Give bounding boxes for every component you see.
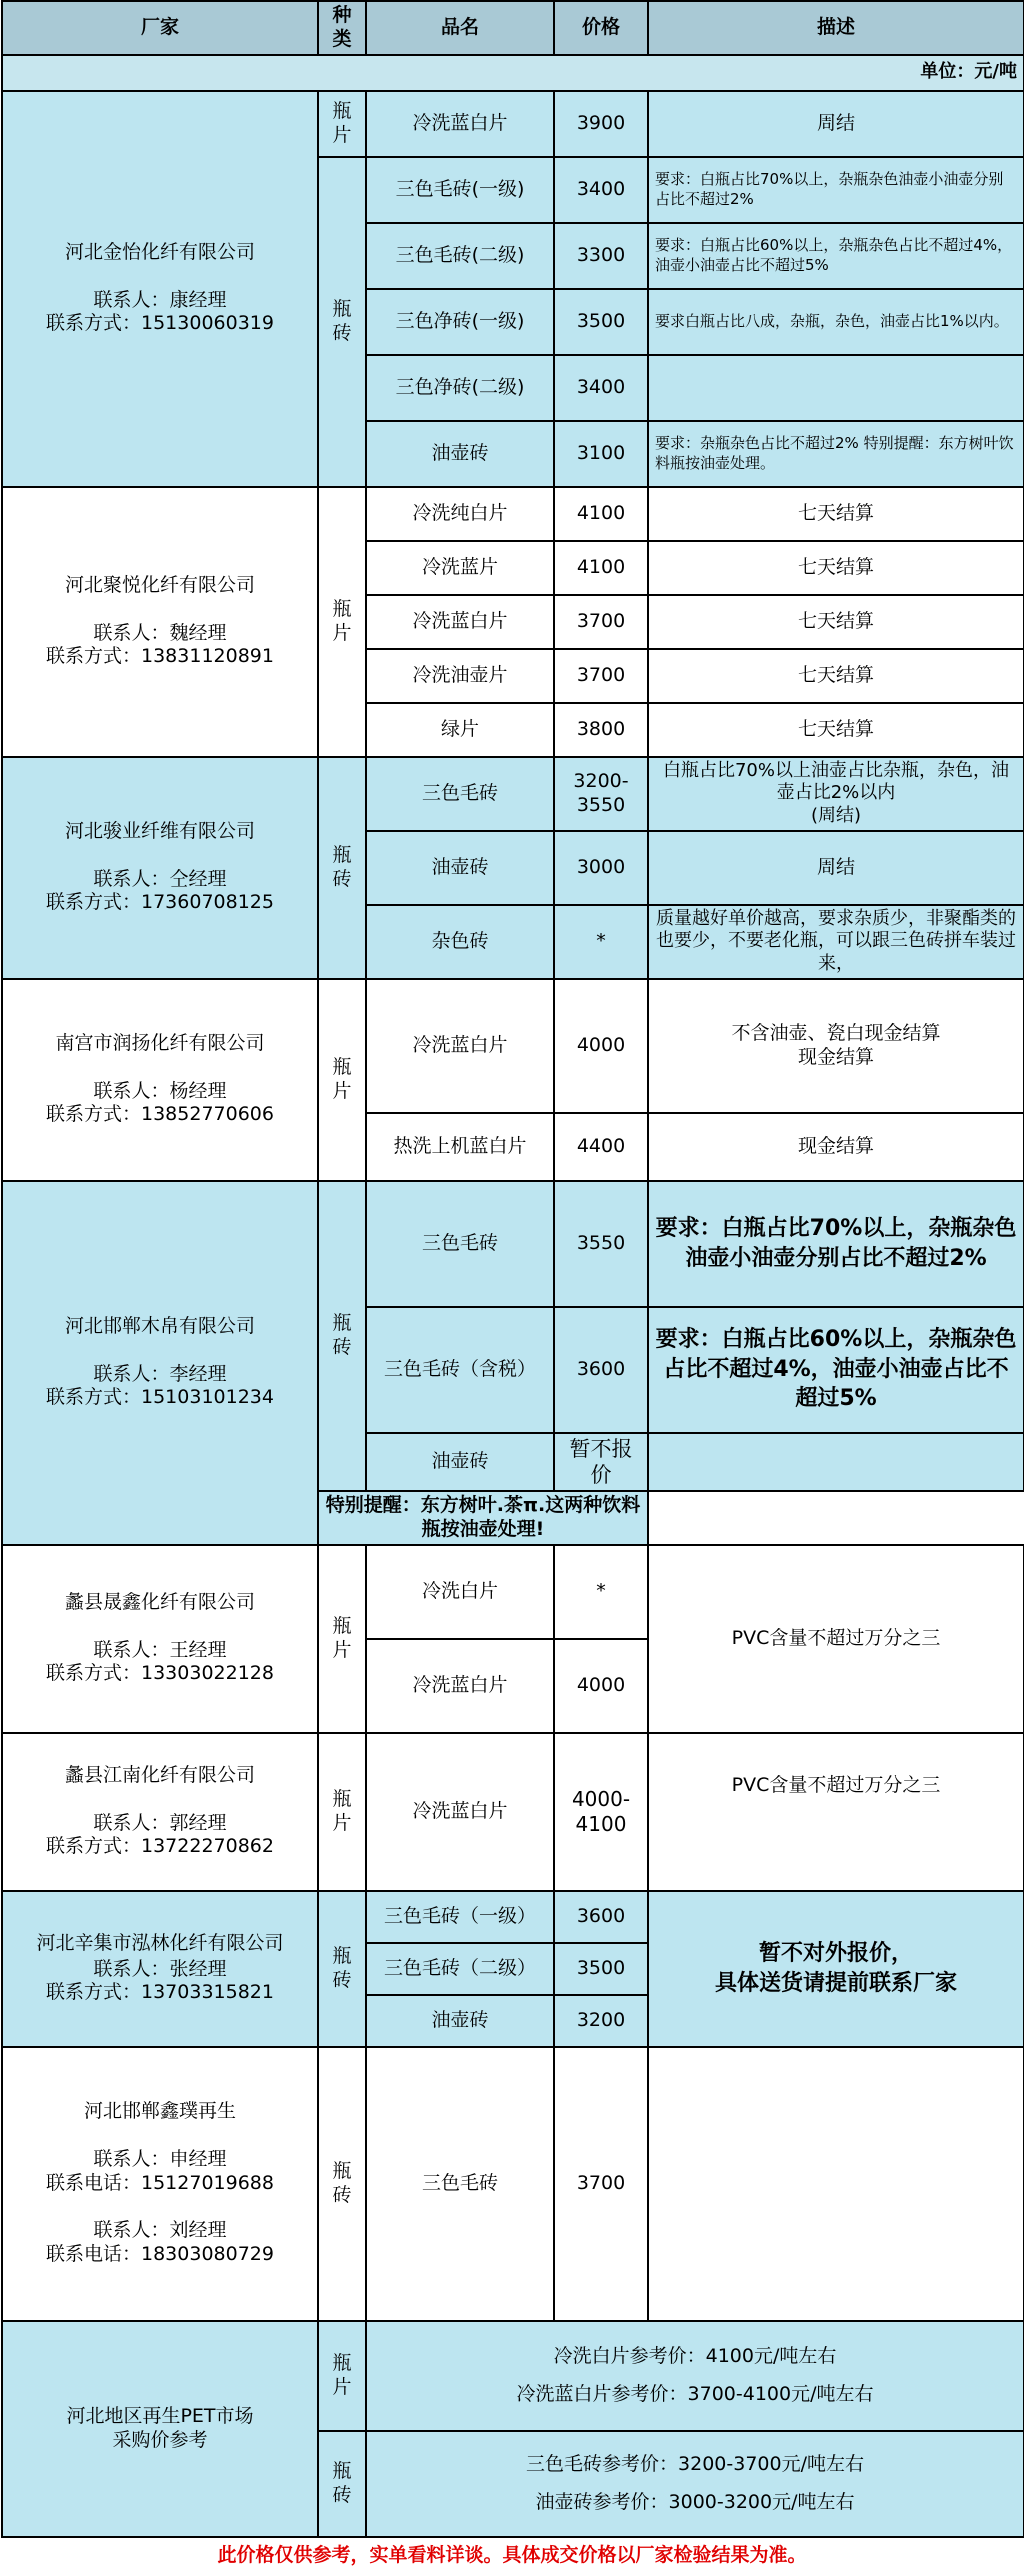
price-cell: 3900 <box>554 91 648 157</box>
product-cell: 三色毛砖（含税） <box>366 1307 554 1433</box>
company-name: 河北邯郸鑫璞再生 <box>83 2100 236 2123</box>
price-cell: 3600 <box>554 1307 648 1433</box>
header-factory: 厂家 <box>2 1 318 55</box>
price-cell: 暂不报价 <box>554 1433 648 1492</box>
contact-person: 联系人：李经理 <box>93 1362 227 1385</box>
reference-prices <box>366 2321 1024 2431</box>
price-cell: 4100 <box>554 487 648 541</box>
reference-title: 河北地区再生PET市场 <box>66 2404 254 2427</box>
price-cell: 3500 <box>554 289 648 355</box>
category-cell: 瓶片 <box>318 487 366 757</box>
product-cell: 冷洗蓝白片 <box>366 91 554 157</box>
product-cell: 绿片 <box>366 703 554 757</box>
table-row <box>2 1181 1024 1307</box>
contact-person: 联系人：郭经理 <box>93 1811 227 1834</box>
company-cell <box>2 91 318 487</box>
price-cell: 3550 <box>554 1181 648 1307</box>
settlement-text: 现金结算 <box>797 1045 874 1068</box>
product-cell: 冷洗蓝白片 <box>366 1733 554 1891</box>
price-cell: 3700 <box>554 595 648 649</box>
contact-phone: 联系电话：15127019688 <box>46 2171 274 2194</box>
unit-label: 单位：元/吨 <box>2 55 1024 91</box>
price-cell: 4000 <box>554 979 648 1113</box>
contact-person: 联系人：申经理 <box>93 2147 227 2170</box>
contact-phone: 联系方式：15103101234 <box>46 1386 274 1409</box>
description-text: 暂不对外报价， <box>758 1940 913 1966</box>
contact-phone: 联系电话：18303080729 <box>46 2243 274 2266</box>
product-cell: 三色毛砖(一级) <box>366 157 554 223</box>
unit-row <box>2 55 1024 91</box>
product-cell: 冷洗蓝片 <box>366 541 554 595</box>
product-cell: 三色毛砖(二级) <box>366 223 554 289</box>
price-table <box>1 0 1024 2538</box>
product-cell: 冷洗蓝白片 <box>366 595 554 649</box>
price-cell: 3300 <box>554 223 648 289</box>
price-cell: 4000-4100 <box>554 1733 648 1891</box>
contact-phone: 联系方式：13303022128 <box>46 1662 274 1685</box>
category-cell: 瓶砖 <box>318 157 366 487</box>
table-row <box>2 2321 1024 2431</box>
header-description: 描述 <box>648 1 1024 55</box>
company-cell <box>2 1545 318 1733</box>
reference-cell <box>2 2321 318 2537</box>
product-cell: 冷洗纯白片 <box>366 487 554 541</box>
table-row <box>2 1891 1024 1943</box>
product-cell: 冷洗蓝白片 <box>366 979 554 1113</box>
description-cell: 七天结算 <box>648 649 1024 703</box>
reference-price-line: 冷洗白片参考价：4100元/吨左右 <box>553 2344 837 2367</box>
blank-cell <box>648 1491 1024 1545</box>
price-cell: 4100 <box>554 541 648 595</box>
product-cell: 三色净砖(一级) <box>366 289 554 355</box>
price-cell: 3200-3550 <box>554 757 648 831</box>
category-cell: 瓶片 <box>318 1545 366 1733</box>
product-cell: 杂色砖 <box>366 905 554 979</box>
description-text-2: 具体送货请提前联系厂家 <box>714 1970 957 1996</box>
description-cell: 要求白瓶占比八成，杂瓶，杂色，油壶占比1%以内。 <box>648 289 1024 355</box>
reference-price-line: 油壶砖参考价：3000-3200元/吨左右 <box>535 2490 855 2513</box>
description-cell: 七天结算 <box>648 541 1024 595</box>
company-name: 河北金怡化纤有限公司 <box>64 240 255 263</box>
description-text: 白瓶占比70%以上油壶占比杂瓶，杂色，油壶占比2%以内 <box>662 759 1009 804</box>
table-row <box>2 487 1024 541</box>
company-name: 河北邯郸木帛有限公司 <box>64 1314 255 1337</box>
special-note: 特别提醒：东方树叶.茶π.这两种饮料瓶按油壶处理! <box>318 1491 648 1545</box>
company-cell <box>2 757 318 979</box>
product-cell: 冷洗白片 <box>366 1545 554 1639</box>
price-cell: 3700 <box>554 2047 648 2321</box>
description-cell: 要求：白瓶占比70%以上，杂瓶杂色油壶小油壶分别占比不超过2% <box>648 1181 1024 1307</box>
company-cell <box>2 1891 318 2047</box>
price-cell: 3100 <box>554 421 648 487</box>
price-cell: 3700 <box>554 649 648 703</box>
product-cell: 油壶砖 <box>366 1995 554 2047</box>
price-cell: 3600 <box>554 1891 648 1943</box>
product-cell: 油壶砖 <box>366 421 554 487</box>
settlement-text: (周结) <box>810 804 862 826</box>
reference-price-line: 冷洗蓝白片参考价：3700-4100元/吨左右 <box>516 2382 874 2405</box>
description-cell: 要求：白瓶占比60%以上，杂瓶杂色占比不超过4%，油壶小油壶占比不超过5% <box>648 1307 1024 1433</box>
description-cell <box>648 2047 1024 2321</box>
price-cell: 3400 <box>554 157 648 223</box>
product-cell: 冷洗蓝白片 <box>366 1639 554 1733</box>
product-cell: 三色毛砖（二级） <box>366 1943 554 1995</box>
contact-person: 联系人：刘经理 <box>93 2219 227 2242</box>
contact-phone: 联系方式：13852770606 <box>46 1103 274 1126</box>
product-cell: 三色毛砖 <box>366 757 554 831</box>
price-cell: 3500 <box>554 1943 648 1995</box>
table-row <box>2 1545 1024 1639</box>
company-name: 河北聚悦化纤有限公司 <box>64 573 255 596</box>
description-cell: PVC含量不超过万分之三 <box>648 1545 1024 1733</box>
table-row <box>2 1733 1024 1891</box>
category-cell: 瓶片 <box>318 91 366 157</box>
description-cell: 七天结算 <box>648 595 1024 649</box>
description-cell: PVC含量不超过万分之三 <box>648 1733 1024 1891</box>
description-cell <box>648 1891 1024 2047</box>
description-cell: 现金结算 <box>648 1113 1024 1181</box>
product-cell: 三色毛砖（一级） <box>366 1891 554 1943</box>
product-cell: 三色净砖(二级) <box>366 355 554 421</box>
category-cell: 瓶砖 <box>318 1181 366 1492</box>
description-cell: 七天结算 <box>648 487 1024 541</box>
table-row <box>2 757 1024 831</box>
price-cell: 4400 <box>554 1113 648 1181</box>
disclaimer-footer: 此价格仅供参考，实单看料详谈。具体成交价格以厂家检验结果为准。 <box>1 2538 1023 2572</box>
table-row <box>2 979 1024 1113</box>
header-product: 品名 <box>366 1 554 55</box>
description-cell: 要求：白瓶占比70%以上，杂瓶杂色油壶小油壶分别占比不超过2% <box>648 157 1024 223</box>
contact-person: 联系人：魏经理 <box>93 621 227 644</box>
description-cell: 要求：杂瓶杂色占比不超过2% 特别提醒：东方树叶饮料瓶按油壶处理。 <box>648 421 1024 487</box>
product-cell: 三色毛砖 <box>366 2047 554 2321</box>
category-cell: 瓶片 <box>318 979 366 1181</box>
product-cell: 油壶砖 <box>366 831 554 905</box>
contact-phone: 联系方式：13831120891 <box>46 645 274 668</box>
product-cell: 冷洗油壶片 <box>366 649 554 703</box>
product-cell: 热洗上机蓝白片 <box>366 1113 554 1181</box>
reference-prices <box>366 2431 1024 2537</box>
company-cell <box>2 979 318 1181</box>
contact-phone: 联系方式：13703315821 <box>46 1981 274 2004</box>
company-cell <box>2 1181 318 1545</box>
contact-person: 联系人：杨经理 <box>93 1079 227 1102</box>
company-name: 河北辛集市泓林化纤有限公司 <box>36 1931 284 1954</box>
price-cell: 4000 <box>554 1639 648 1733</box>
product-cell: 油壶砖 <box>366 1433 554 1492</box>
description-text: 不含油壶、瓷白现金结算 <box>731 1021 941 1044</box>
category-cell: 瓶砖 <box>318 1891 366 2047</box>
company-name: 蠡县江南化纤有限公司 <box>64 1763 255 1786</box>
category-cell: 瓶砖 <box>318 2431 366 2537</box>
description-cell: 质量越好单价越高，要求杂质少，非聚酯类的也要少，不要老化瓶，可以跟三色砖拼车装过来， <box>648 905 1024 979</box>
category-cell: 瓶片 <box>318 2321 366 2431</box>
company-name: 蠡县晟鑫化纤有限公司 <box>64 1590 255 1613</box>
company-cell <box>2 1733 318 1891</box>
header-price: 价格 <box>554 1 648 55</box>
description-cell <box>648 979 1024 1113</box>
contact-phone: 联系方式：13722270862 <box>46 1835 274 1858</box>
price-cell: * <box>554 905 648 979</box>
product-cell: 三色毛砖 <box>366 1181 554 1307</box>
table-row <box>2 91 1024 157</box>
category-cell: 瓶片 <box>318 1733 366 1891</box>
description-cell: 要求：白瓶占比60%以上，杂瓶杂色占比不超过4%，油壶小油壶占比不超过5% <box>648 223 1024 289</box>
contact-person: 联系人：张经理 <box>93 1957 227 1980</box>
description-cell <box>648 355 1024 421</box>
company-name: 河北骏业纤维有限公司 <box>64 819 255 842</box>
reference-subtitle: 采购价参考 <box>112 2428 208 2451</box>
description-cell: 七天结算 <box>648 703 1024 757</box>
company-cell <box>2 487 318 757</box>
contact-person: 联系人：康经理 <box>93 288 227 311</box>
table-row <box>2 2047 1024 2321</box>
contact-person: 联系人：仝经理 <box>93 867 227 890</box>
contact-person: 联系人：王经理 <box>93 1638 227 1661</box>
header-category: 种类 <box>318 1 366 55</box>
description-cell: 周结 <box>648 831 1024 905</box>
price-cell: * <box>554 1545 648 1639</box>
category-cell: 瓶砖 <box>318 2047 366 2321</box>
price-cell: 3400 <box>554 355 648 421</box>
contact-phone: 联系方式：15130060319 <box>46 312 274 335</box>
description-cell <box>648 1433 1024 1492</box>
header-row <box>2 1 1024 55</box>
description-cell: 周结 <box>648 91 1024 157</box>
reference-price-line: 三色毛砖参考价：3200-3700元/吨左右 <box>526 2452 864 2475</box>
price-cell: 3200 <box>554 1995 648 2047</box>
contact-phone: 联系方式：17360708125 <box>46 891 274 914</box>
category-cell: 瓶砖 <box>318 757 366 979</box>
price-cell: 3000 <box>554 831 648 905</box>
company-name: 南宫市润扬化纤有限公司 <box>55 1031 265 1054</box>
company-cell <box>2 2047 318 2321</box>
price-cell: 3800 <box>554 703 648 757</box>
description-cell <box>648 757 1024 831</box>
